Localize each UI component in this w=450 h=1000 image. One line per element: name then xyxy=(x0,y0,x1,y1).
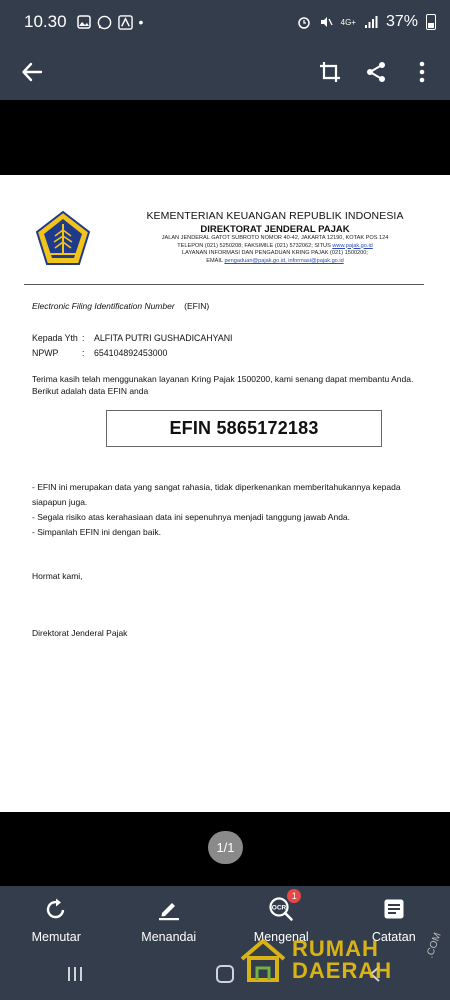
recent-apps-icon xyxy=(66,965,84,983)
watermark-line-1: RUMAH xyxy=(292,936,379,961)
more-vertical-icon xyxy=(418,61,426,83)
ministry-name: KEMENTERIAN KEUANGAN REPUBLIK INDONESIA xyxy=(146,210,404,222)
watermark-line-2: DAERAH xyxy=(292,958,393,983)
crop-icon xyxy=(319,61,341,83)
notes-list xyxy=(32,480,424,540)
phone-text: TELEPON (021) 5250208; FAKSIMILE (021) 5732062; SITUS xyxy=(177,242,331,249)
document-heading xyxy=(32,301,209,311)
network-label: 4G+ xyxy=(340,17,356,27)
address-line-4 xyxy=(105,258,445,266)
mute-icon xyxy=(319,15,333,29)
website-link[interactable]: www.pajak.go.id xyxy=(332,242,373,249)
letterhead xyxy=(35,210,425,270)
page-indicator: 1/1 xyxy=(208,831,243,864)
recipient-name: ALFITA PUTRI GUSHADICAHYANI xyxy=(94,333,233,343)
efin-box: EFIN 5865172183 xyxy=(106,410,382,447)
app-icon xyxy=(118,15,133,30)
battery-text: 37% xyxy=(385,13,418,30)
share-button[interactable] xyxy=(364,60,388,84)
npwp-row: NPWP : 654104892453000 xyxy=(32,348,168,358)
alarm-icon xyxy=(297,15,311,29)
note-icon xyxy=(383,898,405,920)
ministry-emblem-icon xyxy=(35,210,91,266)
email-label: EMAIL xyxy=(206,257,223,264)
ocr-label: Mengenal xyxy=(253,930,309,944)
watermark xyxy=(238,930,444,990)
arrow-left-icon xyxy=(21,61,43,83)
email-link[interactable]: pengaduan@pajak.go.id, informasi@pajak.go.id xyxy=(224,257,344,264)
address-line-1: JALAN JENDERAL GATOT SUBROTO NOMOR 40-42, JAKARTA 12190, KOTAK POS 124 xyxy=(161,235,389,241)
battery-icon xyxy=(426,14,436,30)
viewer-background-top xyxy=(0,100,450,175)
watermark-suffix: .COM xyxy=(424,931,444,960)
recipient-label: Kepada Yth xyxy=(32,333,78,343)
mark-label: Menandai xyxy=(141,930,197,944)
address-line-2 xyxy=(105,243,445,251)
address-line-3: LAYANAN INFORMASI DAN PENGADUAN KRING PAJAK (021) 1500200; xyxy=(182,250,368,257)
npwp-label: NPWP xyxy=(32,348,59,358)
recent-apps-button[interactable] xyxy=(55,959,95,989)
letterhead-divider xyxy=(24,284,424,285)
mark-button[interactable] xyxy=(113,886,226,948)
recipient-row: Kepada Yth : ALFITA PUTRI GUSHADICAHYANI xyxy=(32,333,233,343)
note-item: - Simpanlah EFIN ini dengan baik. xyxy=(32,527,161,537)
top-app-bar xyxy=(0,44,450,100)
notification-icons xyxy=(77,14,144,30)
document-image[interactable] xyxy=(0,175,450,812)
ocr-badge: 1 xyxy=(287,889,301,903)
notes-label: Catatan xyxy=(371,930,416,944)
heading-text: Electronic Filing Identification Number xyxy=(32,301,175,311)
signal-icon xyxy=(364,15,378,29)
status-bar xyxy=(0,0,450,44)
note-item: - Segala risiko atas kerahasiaan data ini sepenuhnya menjadi tanggung jawab Anda. xyxy=(32,512,351,522)
rotate-button[interactable] xyxy=(0,886,113,948)
note-item: - EFIN ini merupakan data yang sangat rahasia, tidak diperkenankan memberitahukannya kepada siapapun juga. xyxy=(32,482,401,507)
npwp-value: 654104892453000 xyxy=(94,348,168,358)
whatsapp-icon xyxy=(97,15,112,30)
directorate-name: DIREKTORAT JENDERAL PAJAK xyxy=(200,224,350,235)
rotate-icon xyxy=(44,897,68,921)
home-icon xyxy=(215,964,235,984)
thanks-paragraph: Terima kasih telah menggunakan layanan Kring Pajak 1500200, kami senang dapat membantu Anda. Berikut adalah data EFIN anda xyxy=(32,374,414,396)
crop-button[interactable] xyxy=(318,60,342,84)
status-right xyxy=(297,13,436,31)
share-icon xyxy=(365,61,387,83)
svg-text:OCR: OCR xyxy=(272,904,287,912)
status-time: 10.30 xyxy=(24,12,67,31)
more-options-button[interactable] xyxy=(410,60,434,84)
gallery-icon xyxy=(77,15,91,29)
pencil-icon xyxy=(157,897,181,921)
house-logo-icon xyxy=(238,935,288,985)
dot-icon: • xyxy=(138,14,144,30)
rotate-label: Memutar xyxy=(31,930,81,944)
signer-text: Direktorat Jenderal Pajak xyxy=(32,628,128,638)
heading-abbr: (EFIN) xyxy=(184,301,210,311)
back-button[interactable] xyxy=(18,58,46,86)
closing-text: Hormat kami, xyxy=(32,571,83,581)
